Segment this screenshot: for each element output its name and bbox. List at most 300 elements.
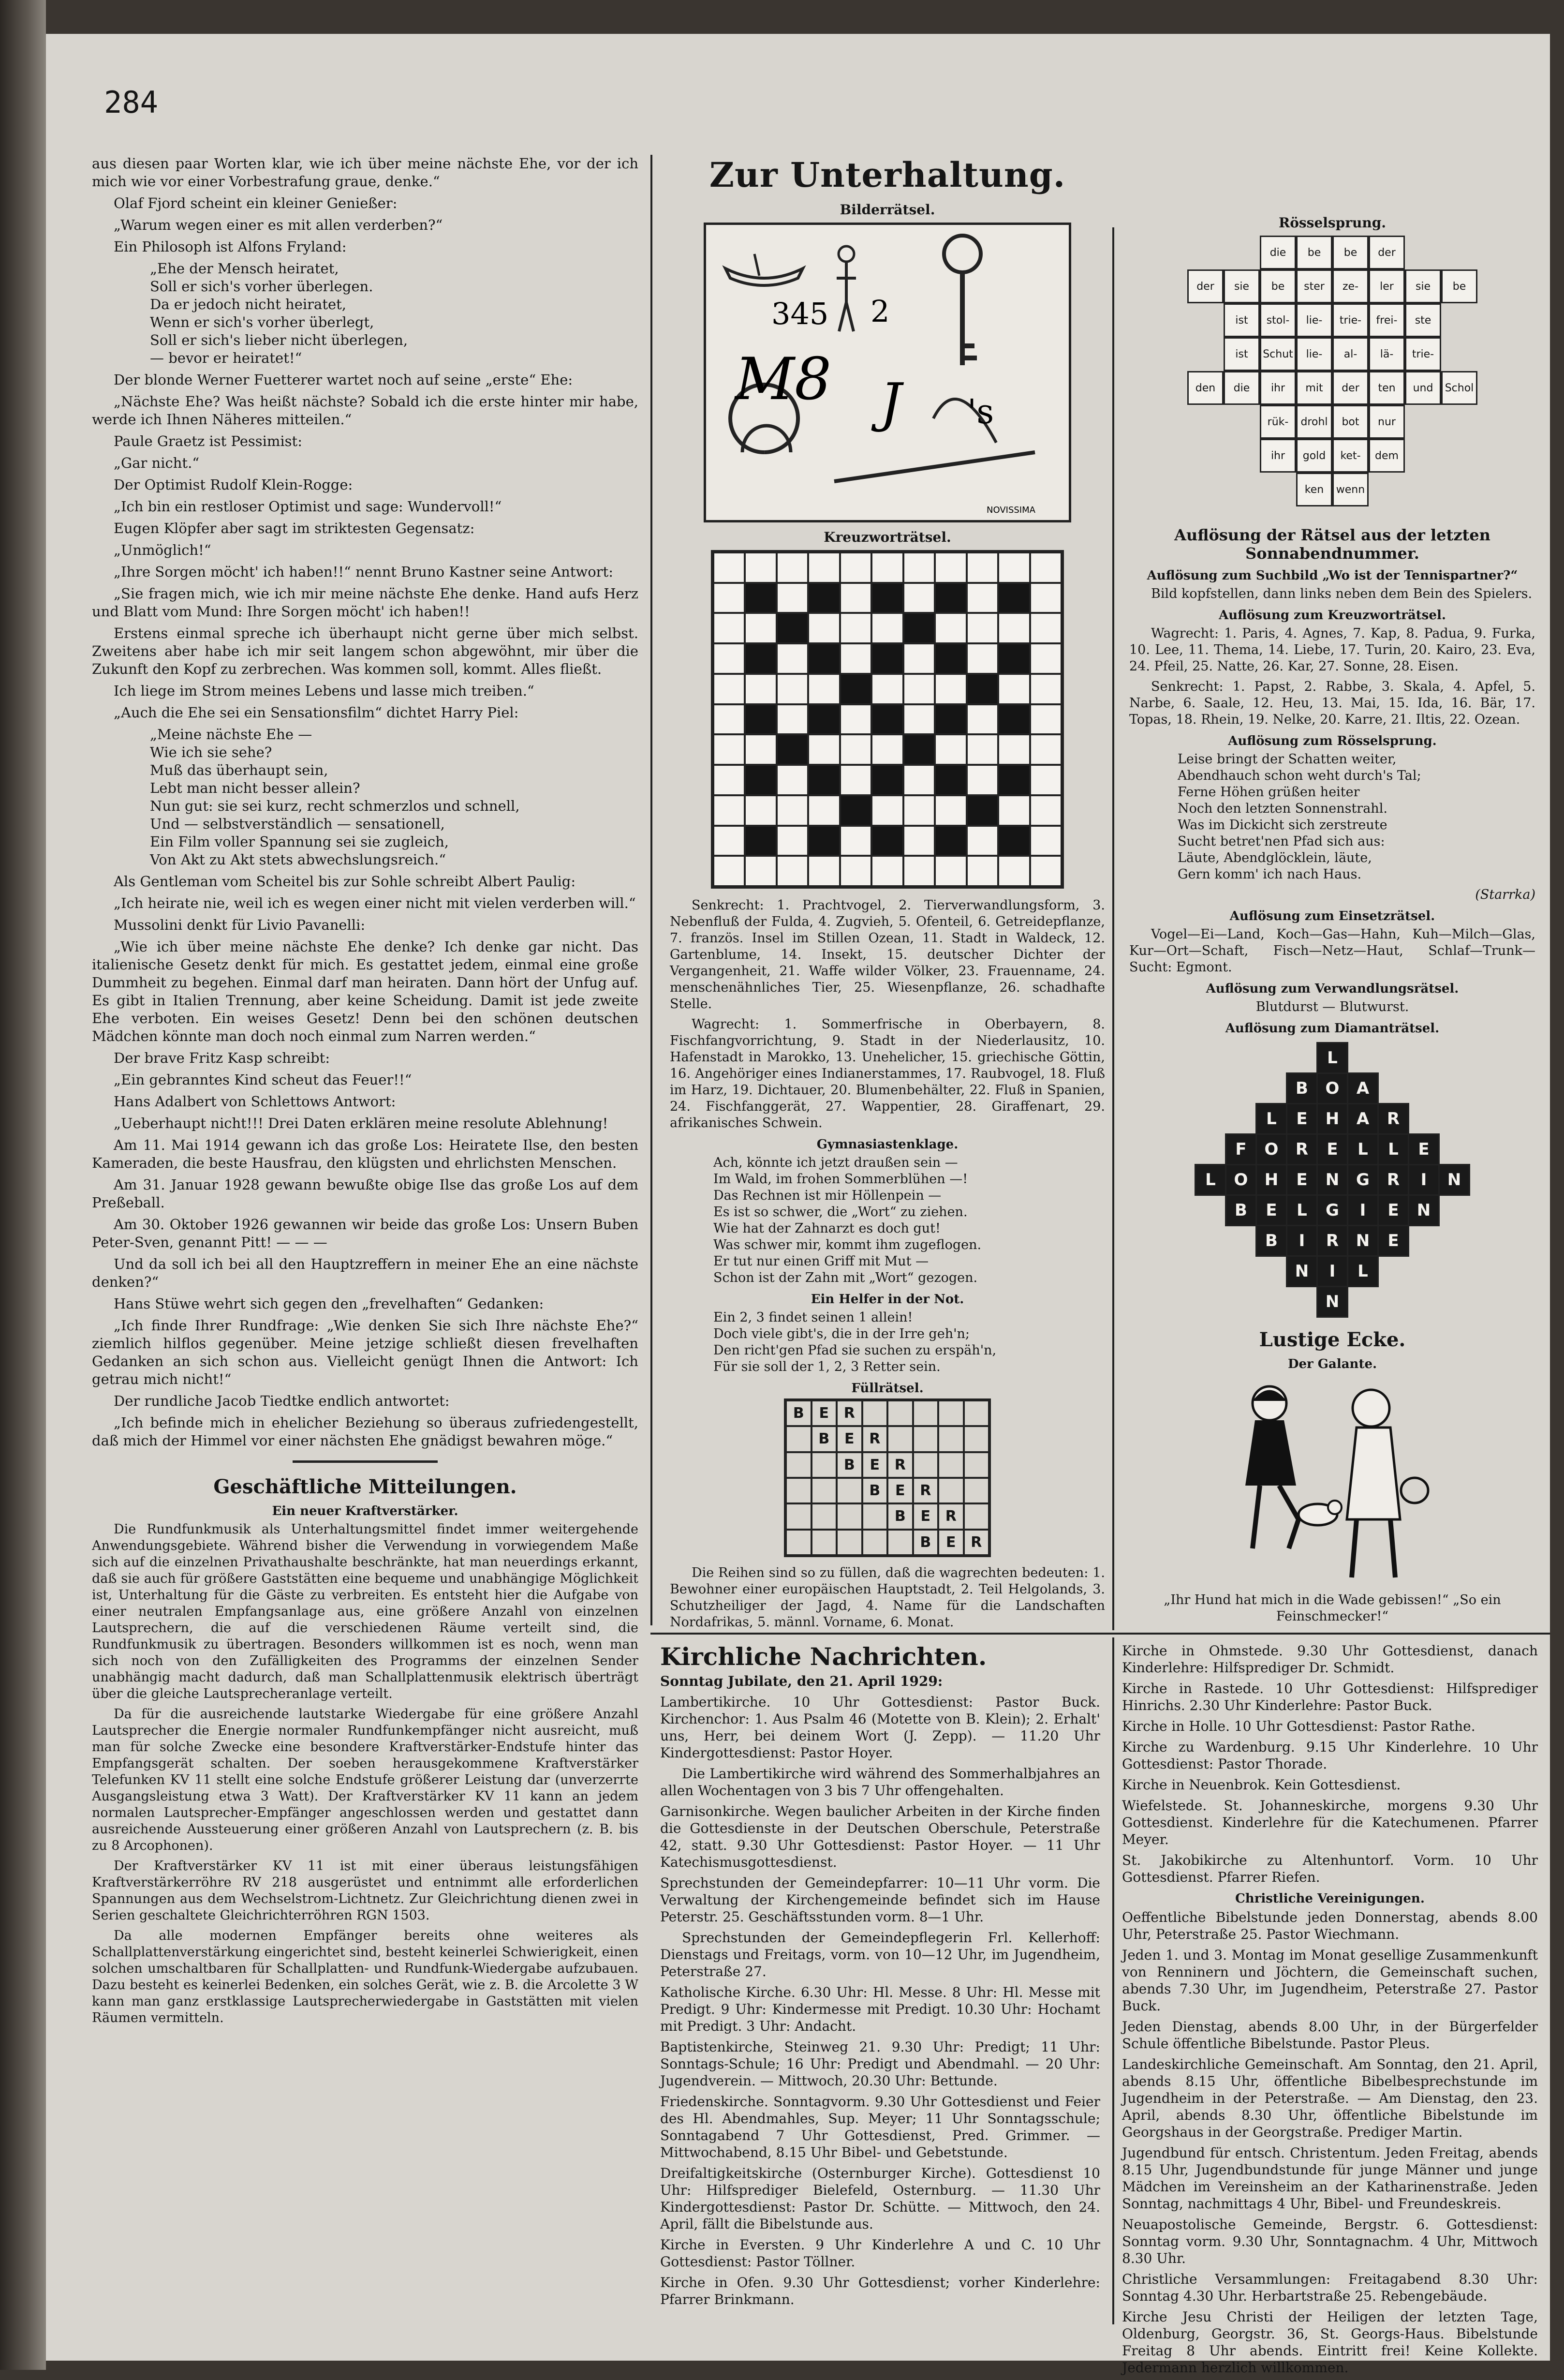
- solution-title: Auflösung zum Rösselsprung.: [1228, 734, 1437, 748]
- business-paragraph: Da für die ausreichende lautstarke Wiedergabe für eine größere Anzahl Lautsprecher die Energie normaler Rundfunkempfänger nicht ausreicht, muß man für solche Zwecke eine besondere Kraftverstärker-Endstufe hinter das Empfangsgerät schalten. Der soeben herausgekommene Kraftverstärker Telefunken KV 11 stellt eine solche Endstufe größerer Leistung dar (unverzerrte Ausgangsleistung etwa 3 Watt). Der Kraftverstärker KV 11 kann an jedem normalen Lautsprecher-Empfänger angeschlossen werden und gestattet dann ausreichende Aussteuerung einer größeren Anzahl von Lautsprechern (z. B. bis zu 8 Arcophonen).: [92, 1707, 638, 1853]
- crossword-cell: [935, 826, 966, 856]
- crossword-cell: [967, 643, 998, 674]
- fill-puzzle-cell: B: [812, 1426, 837, 1452]
- page-number: 284: [104, 85, 158, 120]
- diamond-row: [1317, 1042, 1348, 1073]
- crossword-cell: [713, 795, 745, 826]
- church-entry: Kirche in Holle. 10 Uhr Gottesdienst: Pastor Rathe.: [1122, 1718, 1475, 1734]
- crossword-cell: [871, 643, 903, 674]
- knight-move-cell: trie-: [1332, 303, 1369, 337]
- diamond-cell: O: [1255, 1133, 1287, 1165]
- knight-move-cell: ihr: [1260, 371, 1296, 405]
- knight-move-cell: der: [1332, 371, 1369, 405]
- knight-move-cell: nur: [1369, 405, 1405, 439]
- solutions-heading: Auflösung der Rätsel aus der letzten Sonnabendnummer.: [1174, 526, 1490, 563]
- knight-move-cell: [1187, 337, 1224, 368]
- article-paragraph: Als Gentleman vom Scheitel bis zur Sohle schreibt Albert Paulig:: [114, 873, 576, 890]
- crossword-cell: [713, 552, 745, 583]
- diamond-row: [1317, 1286, 1348, 1317]
- crossword-cell: [935, 856, 966, 886]
- knight-move-cell: [1441, 439, 1477, 470]
- fill-puzzle-cell: [837, 1503, 862, 1529]
- knight-move-cell: ze-: [1332, 269, 1369, 303]
- article-verse: „Meine nächste Ehe — Wie ich sie sehe? Muß das überhaupt sein, Lebt man nicht besser allein? Nun gut: sie sei kurz, recht schmerzlos und schnell, Und — selbstverständlich — sensationell, Ein Film voller Spannung sei sie zugleich, Von Akt zu Akt stets abwechslungsreich.“: [150, 726, 520, 868]
- knight-move-cell: die: [1260, 236, 1296, 269]
- article-paragraph: „Nächste Ehe? Was heißt nächste? Sobald ich die erste hinter mir habe, werde ich Ihnen Näheres mitteilen.“: [92, 393, 638, 428]
- knight-move-cell: [1224, 473, 1260, 504]
- crossword-cell: [1030, 734, 1062, 765]
- crossword-cell: [1030, 704, 1062, 735]
- solution-text: Senkrecht: 1. Papst, 2. Rabbe, 3. Skala, 4. Apfel, 5. Narbe, 6. Saale, 12. Heu, 13. Mai, 15. Ida, 16. Bär, 17. Topas, 18. Rhein, 19. Nelke, 20. Karre, 21. Iltis, 22. Ozean.: [1129, 679, 1535, 727]
- crossword-cell: [808, 643, 840, 674]
- fill-puzzle-cell: [786, 1503, 812, 1529]
- crossword-cell: [808, 552, 840, 583]
- diamond-cell: R: [1316, 1225, 1348, 1257]
- church-entry: Dreifaltigkeitskirche (Osternburger Kirche). Gottesdienst 10 Uhr: Hilfsprediger Bielefeld, Osternburg. — 11.30 Uhr Kindergottesdienst: Pastor Dr. Schütte. — Mittwoch, den 24. April, fällt die Bibelstunde aus.: [660, 2165, 1100, 2232]
- knight-move-cell: stol-: [1260, 303, 1296, 337]
- knight-move-cell: der: [1369, 236, 1405, 269]
- solution-text: Vogel—Ei—Land, Koch—Gas—Hahn, Kuh—Milch—Glas, Kur—Ort—Schaft, Fisch—Netz—Haut, Schlaf—Trunk—Sucht: Egmont.: [1129, 927, 1535, 975]
- crossword-cell: [935, 765, 966, 795]
- article-paragraph: Der rundliche Jacob Tiedtke endlich antwortet:: [114, 1393, 450, 1409]
- fill-puzzle-cell: [837, 1478, 862, 1503]
- section-rule: [293, 1460, 438, 1463]
- article-paragraph: aus diesen paar Worten klar, wie ich über meine nächste Ehe, vor der ich mich wie vor einer Vorbestrafung graue, denke.“: [92, 155, 638, 190]
- article-verse: „Ehe der Mensch heiratet, Soll er sich's vorher überlegen. Da er jedoch nicht heiratet, Wenn er sich's vorher überlegt, Soll er sich's lieber nicht überlegen, — bevor er heiratet!“: [150, 260, 408, 366]
- crossword-cell: [998, 674, 1030, 704]
- fill-puzzle-cell: E: [837, 1426, 862, 1452]
- knight-move-cell: al-: [1332, 337, 1369, 371]
- fill-puzzle-cell: [913, 1452, 939, 1478]
- crossword-cell: [777, 765, 808, 795]
- article-paragraph: „Ich heirate nie, weil ich es wegen einer nicht mit vielen verderben will.“: [114, 895, 636, 911]
- crossword-cell: [777, 674, 808, 704]
- crossword-cell: [840, 552, 871, 583]
- knight-move-cell: bot: [1332, 405, 1369, 439]
- knight-move-cell: drohl: [1296, 405, 1332, 439]
- crossword-cell: [998, 704, 1030, 735]
- crossword-cell: [1030, 674, 1062, 704]
- fill-puzzle-clues: Die Reihen sind so zu füllen, daß die wagrechten bedeuten: 1. Bewohner einer europäischen Hauptstadt, 2. Teil Helgolands, 3. Schutzheiliger der Jagd, 4. Name für die Landschaften Nordafrikas, 5. männl. Vorname, 6. Monat.: [670, 1565, 1105, 1630]
- newspaper-page: [46, 34, 1550, 2376]
- crossword-cell: [808, 826, 840, 856]
- knight-move-cell: frei-: [1369, 303, 1405, 337]
- article-paragraph: „Sie fragen mich, wie ich mir meine nächste Ehe denke. Hand aufs Herz und Blatt vom Mund: Ihre Sorgen möcht' ich haben!!: [92, 585, 638, 620]
- crossword-cell: [1030, 552, 1062, 583]
- fill-puzzle-cell: [786, 1478, 812, 1503]
- knight-move-cell: Schut: [1260, 337, 1296, 371]
- church-heading: Kirchliche Nachrichten.: [660, 1642, 987, 1671]
- crossword-cell: [903, 795, 935, 826]
- fill-puzzle-cell: [812, 1530, 837, 1555]
- crossword-cell: [998, 826, 1030, 856]
- fill-puzzle-cell: B: [837, 1452, 862, 1478]
- article-paragraph: Paule Graetz ist Pessimist:: [114, 433, 302, 449]
- knight-move-cell: gold: [1296, 439, 1332, 473]
- fill-puzzle-cell: [964, 1503, 989, 1529]
- article-paragraph: „Wie ich über meine nächste Ehe denke? Ich denke gar nicht. Das italienische Gesetz denkt für mich. Es gestattet jedem, einmal eine große Dummheit zu begehen. Einmal darf man heiraten. Dann hört der Unfug auf. Es gibt in Italien Trennung, aber keine Scheidung. Damit ist jede zweite Ehe verboten. Ein weises Gesetz! Denn bei den schönen deutschen Mädchen könnte man doch noch einmal zum Narren werden.“: [92, 938, 638, 1044]
- knight-move-cell: lie-: [1296, 303, 1332, 337]
- church-entry: Baptistenkirche, Steinweg 21. 9.30 Uhr: Predigt; 11 Uhr: Sonntags-Schule; 16 Uhr: Predigt und Abendmahl. — 20 Uhr: Jugendverein. — Mittwoch, 20.30 Uhr: Bettunde.: [660, 2039, 1100, 2089]
- fill-puzzle-cell: [913, 1426, 939, 1452]
- diamond-cell: L: [1347, 1255, 1379, 1287]
- crossword-cell: [713, 674, 745, 704]
- solution-text: Blutdurst — Blutwurst.: [1255, 999, 1409, 1014]
- crossword-cell: [967, 856, 998, 886]
- diamond-cell: N: [1316, 1164, 1348, 1196]
- solution-title: Auflösung zum Verwandlungsrätsel.: [1206, 982, 1459, 996]
- knight-move-cell: ihr: [1260, 439, 1296, 473]
- crossword-cell: [745, 613, 776, 643]
- knight-move-cell: ist: [1224, 303, 1260, 337]
- crossword-cell: [745, 674, 776, 704]
- crossword-cell: [903, 734, 935, 765]
- puzzle-column-right: [1129, 155, 1535, 1629]
- knight-move-cell: [1224, 405, 1260, 436]
- crossword-cell: [903, 704, 935, 735]
- crossword-cell: [840, 856, 871, 886]
- diamond-cell: N: [1408, 1194, 1440, 1226]
- diamond-row: [1226, 1134, 1439, 1164]
- article-paragraph: „Ich bin ein restloser Optimist und sage: Wundervoll!“: [114, 498, 502, 515]
- crossword-cell: [935, 583, 966, 613]
- fill-puzzle-grid: [784, 1398, 991, 1557]
- church-entry: Kirche in Rastede. 10 Uhr Gottesdienst: Hilfsprediger Hinrichs. 2.30 Uhr Kinderlehre: Pastor Buck.: [1122, 1681, 1538, 1713]
- crossword-cell: [745, 552, 776, 583]
- crossword-cell: [745, 704, 776, 735]
- crossword-cell: [713, 826, 745, 856]
- crossword-cell: [745, 826, 776, 856]
- knight-move-cell: [1441, 405, 1477, 436]
- fill-puzzle-cell: [862, 1400, 888, 1426]
- church-entry: Neuapostolische Gemeinde, Bergstr. 6. Gottesdienst: Sonntag vorm. 9.30 Uhr, Sonntagnachm. 4 Uhr, Mittwoch 8.30 Uhr.: [1122, 2216, 1538, 2266]
- diamond-cell: R: [1286, 1133, 1318, 1165]
- article-paragraph: Der brave Fritz Kasp schreibt:: [114, 1050, 330, 1066]
- fill-puzzle-cell: R: [938, 1503, 964, 1529]
- fill-puzzle-cell: [786, 1426, 812, 1452]
- cartoon-illustration: [1197, 1374, 1468, 1592]
- church-entry: Die Lambertikirche wird während des Sommerhalbjahres an allen Wochentagen von 3 bis 7 Uhr offengehalten.: [660, 1766, 1100, 1799]
- puzzle-label: 's: [967, 392, 994, 431]
- crossword-cell: [903, 643, 935, 674]
- diamond-row: [1226, 1195, 1439, 1225]
- crossword-cell: [998, 643, 1030, 674]
- crossword-cell: [777, 704, 808, 735]
- article-paragraph: „Ich finde Ihrer Rundfrage: „Wie denken Sie sich Ihre nächste Ehe?“ ziemlich hilflos gegenüber. Meine jetzige schließt diesen frevelhaften Gedanken an sich schon aus. Vielleicht genügt Ihnen die Antwort: Ich getrau mich nicht!“: [92, 1317, 638, 1387]
- knight-move-cell: Schol: [1441, 371, 1477, 405]
- knight-move-cell: [1405, 473, 1441, 504]
- article-paragraph: Hans Adalbert von Schlettows Antwort:: [114, 1093, 396, 1110]
- puzzle-label: J: [880, 372, 902, 433]
- section-rule: [650, 1633, 1550, 1635]
- diamond-cell: N: [1347, 1225, 1379, 1257]
- crossword-cell: [745, 734, 776, 765]
- knight-move-cell: be: [1441, 269, 1477, 303]
- cartoon-caption: „Ihr Hund hat mich in die Wade gebissen!“ „So ein Feinschmecker!“: [1164, 1592, 1501, 1624]
- puzzle-title: Gymnasiastenklage.: [816, 1137, 959, 1152]
- knight-move-cell: [1405, 236, 1441, 267]
- crossword-cell: [777, 552, 808, 583]
- crossword-grid: [711, 550, 1064, 889]
- crossword-cell: [871, 704, 903, 735]
- knight-move-cell: ster: [1296, 269, 1332, 303]
- business-paragraph: Da alle modernen Empfänger bereits ohne weiteres als Schallplattenverstärkung eingerichtet sind, besteht keinerlei Schwierigkeit, einen solchen umschaltbaren für Schallplatten- und Rundfunk-Wiedergabe aufzubauen. Dazu besteht es keinerlei Bedenken, ein solches Gerät, wie z. B. die Arcolette 3 W kann man ganz erstklassige Lautsprecherwiedergabe in Gaststätten mit vielen Räumen vermitteln.: [92, 1928, 638, 2025]
- knight-move-cell: der: [1187, 269, 1224, 303]
- crossword-cell: [840, 734, 871, 765]
- knight-move-cell: [1405, 405, 1441, 436]
- puzzle-label: 345: [771, 296, 829, 331]
- article-paragraph: „Ihre Sorgen möcht' ich haben!!“ nennt Bruno Kastner seine Antwort:: [114, 564, 613, 580]
- article-paragraph: Ich liege im Strom meines Lebens und lasse mich treiben.“: [114, 683, 534, 699]
- fill-puzzle-cell: E: [862, 1452, 888, 1478]
- crossword-cell: [808, 674, 840, 704]
- crossword-cell: [840, 826, 871, 856]
- fill-puzzle-cell: [862, 1503, 888, 1529]
- article-paragraph: „Ueberhaupt nicht!!! Drei Daten erklären meine resolute Ablehnung!: [114, 1115, 608, 1131]
- crossword-cell: [840, 583, 871, 613]
- crossword-cell: [903, 826, 935, 856]
- article-paragraph: Und da soll ich bei all den Hauptzreffern in meiner Ehe an eine nächste denken?“: [92, 1256, 638, 1290]
- church-entry: Friedenskirche. Sonntagvorm. 9.30 Uhr Gottesdienst und Feier des Hl. Abendmahles, Sup. Meyer; 11 Uhr Sonntagsschule; Sonntagabend 7 Uhr Gottesdienst, Pred. Grimmer. — Mittwochabend, 8.15 Uhr Bibel- und Gebetstunde.: [660, 2094, 1100, 2160]
- knight-move-cell: be: [1332, 236, 1369, 269]
- diamond-cell: N: [1438, 1164, 1470, 1196]
- crossword-clues: Senkrecht: 1. Prachtvogel, 2. Tierverwandlungsform, 3. Nebenfluß der Fulda, 4. Zugvieh, 5. Ofenteil, 6. Getreidepflanze, 7. französ. Insel im Stillen Ozean, 11. Stadt in Waldeck, 12. Gartenblume, 14. Insekt, 15. deutscher Dichter der Vergangenheit, 21. Waffe wilder Völker, 23. Frauenname, 24. menschenähnliches Tier, 25. Wiesenpflanze, 26. schadhafte Stelle.: [670, 898, 1105, 1012]
- crossword-cell: [871, 613, 903, 643]
- article-paragraph: Am 30. Oktober 1926 gewannen wir beide das große Los: Unsern Buben Peter-Sven, genannt Pitt! — — —: [92, 1216, 638, 1250]
- knight-move-cell: die: [1224, 371, 1260, 405]
- crossword-cell: [967, 734, 998, 765]
- crossword-cell: [840, 765, 871, 795]
- diamond-row: [1256, 1103, 1409, 1134]
- article-paragraph: Erstens einmal spreche ich überhaupt nicht gerne über mich selbst. Zweitens aber habe ich mir seit langem schon abgewöhnt, mir über die Zukunft den Kopf zu zerbrechen. Was kommen soll, kommt. Alles fließt.: [92, 625, 638, 677]
- humor-heading: Lustige Ecke.: [1259, 1328, 1406, 1351]
- crossword-cell: [1030, 613, 1062, 643]
- diamond-cell: O: [1225, 1164, 1257, 1196]
- church-entry: Landeskirchliche Gemeinschaft. Am Sonntag, den 21. April, abends 8.15 Uhr, öffentliche Bibelbesprechstunde im Jugendheim in der Peterstraße. — Am Dienstag, den 23. April, abends 8.30 Uhr, öffentliche Bibelstunde im Georgshaus in der Georgstraße. Prediger Martin.: [1122, 2056, 1538, 2140]
- diamond-cell: I: [1347, 1194, 1379, 1226]
- church-entry: Jeden 1. und 3. Montag im Monat gesellige Zusammenkunft von Renninern und Jöchtern, die Gemeinschaft suchen, abends 7.30 Uhr, im Jugendheim, Peterstraße 27. Pastor Buck.: [1122, 1947, 1538, 2014]
- crossword-cell: [935, 643, 966, 674]
- diamond-cell: E: [1377, 1194, 1409, 1226]
- puzzle-title: Bilderrätsel.: [840, 202, 935, 218]
- crossword-cell: [808, 704, 840, 735]
- fill-puzzle-cell: [964, 1426, 989, 1452]
- crossword-cell: [998, 856, 1030, 886]
- diamond-row: [1287, 1256, 1378, 1286]
- crossword-cell: [967, 583, 998, 613]
- fill-puzzle-cell: E: [913, 1503, 939, 1529]
- fill-puzzle-cell: [938, 1400, 964, 1426]
- article-paragraph: Der Optimist Rudolf Klein-Rogge:: [114, 476, 353, 493]
- fill-puzzle-cell: E: [887, 1478, 913, 1503]
- crossword-cell: [967, 704, 998, 735]
- church-news-left: [660, 1642, 1100, 2312]
- crossword-cell: [998, 613, 1030, 643]
- fill-puzzle-cell: [837, 1530, 862, 1555]
- puzzle-column: [670, 155, 1105, 1635]
- crossword-cell: [967, 552, 998, 583]
- crossword-cell: [967, 826, 998, 856]
- diamond-cell: L: [1316, 1042, 1348, 1074]
- crossword-cell: [871, 765, 903, 795]
- business-subheading: Ein neuer Kraftverstärker.: [272, 1504, 458, 1518]
- knight-move-cell: [1441, 236, 1477, 267]
- fill-puzzle-cell: [964, 1400, 989, 1426]
- crossword-cell: [903, 583, 935, 613]
- section-title: Zur Unterhaltung.: [709, 155, 1066, 195]
- knight-move-cell: dem: [1369, 439, 1405, 473]
- diamond-row: [1256, 1225, 1409, 1256]
- crossword-cell: [871, 734, 903, 765]
- church-entry: Lambertikirche. 10 Uhr Gottesdienst: Pastor Buck. Kirchenchor: 1. Aus Psalm 46 (Motette von B. Klein); 2. Erhalt' uns, Herr, bei deinem Wort (J. Zepp). — 11.20 Uhr Kindergottesdienst: Pastor Hoyer.: [660, 1694, 1100, 1761]
- crossword-cell: [935, 704, 966, 735]
- diamond-cell: I: [1408, 1164, 1440, 1196]
- crossword-cell: [840, 613, 871, 643]
- crossword-cell: [840, 704, 871, 735]
- church-entry: Kirche in Ohmstede. 9.30 Uhr Gottesdienst, danach Kinderlehre: Hilfsprediger Dr. Schmidt.: [1122, 1643, 1538, 1676]
- knight-move-cell: [1187, 236, 1224, 267]
- knight-move-cell: ist: [1224, 337, 1260, 371]
- column-divider: [1112, 1637, 1114, 2324]
- crossword-cell: [1030, 826, 1062, 856]
- knight-move-cell: lie-: [1296, 337, 1332, 371]
- diamond-cell: I: [1286, 1225, 1318, 1257]
- diamond-cell: E: [1286, 1103, 1318, 1135]
- diamond-cell: L: [1195, 1164, 1226, 1196]
- picture-puzzle-drawing: [706, 225, 1069, 520]
- solution-verse: Leise bringt der Schatten weiter, Abendhauch schon weht durch's Tal; Ferne Höhen grüßen heiter Noch den letzten Sonnenstrahl. Was im Dickicht sich zerstreute Sucht betret'nen Pfad sich aus: Läute, Abendglöcklein, läute, Gern komm' ich nach Haus.: [1178, 752, 1421, 882]
- church-entry: Sprechstunden der Gemeindepflegerin Frl. Kellerhoff: Dienstags und Freitags, vorm. von 10—12 Uhr, im Jugendheim, Peterstraße 27.: [660, 1930, 1100, 1979]
- solution-author: (Starrka): [1475, 887, 1535, 902]
- diamond-cell: E: [1286, 1164, 1318, 1196]
- fill-puzzle-cell: B: [862, 1478, 888, 1503]
- crossword-cell: [935, 795, 966, 826]
- picture-puzzle: [704, 223, 1071, 522]
- fill-puzzle-cell: B: [887, 1503, 913, 1529]
- article-paragraph: Am 31. Januar 1928 gewann bewußte obige Ilse das große Los auf dem Preßeball.: [92, 1176, 638, 1211]
- diamond-cell: H: [1255, 1164, 1287, 1196]
- knight-move-cell: [1441, 303, 1477, 334]
- diamond-cell: N: [1286, 1255, 1318, 1287]
- article-paragraph: „Ein gebranntes Kind scheut das Feuer!!“: [114, 1071, 412, 1088]
- diamond-cell: L: [1255, 1103, 1287, 1135]
- business-heading: Geschäftliche Mitteilungen.: [213, 1475, 517, 1498]
- fill-puzzle-cell: R: [837, 1400, 862, 1426]
- diamond-cell: L: [1286, 1194, 1318, 1226]
- article-paragraph: Eugen Klöpfer aber sagt im striktesten Gegensatz:: [114, 520, 475, 536]
- diamond-cell: E: [1255, 1194, 1287, 1226]
- knight-move-cell: [1441, 473, 1477, 504]
- knight-move-cell: ler: [1369, 269, 1405, 303]
- fill-puzzle-cell: [812, 1478, 837, 1503]
- church-news-right: [1122, 1642, 1538, 2380]
- article-paragraph: Der blonde Werner Fuetterer wartet noch auf seine „erste“ Ehe:: [114, 372, 573, 388]
- church-entry: Wiefelstede. St. Johanneskirche, morgens 9.30 Uhr Gottesdienst. Kinderlehre für die Katechumenen. Pfarrer Meyer.: [1122, 1798, 1538, 1847]
- crossword-cell: [967, 674, 998, 704]
- solution-title: Auflösung zum Diamanträtsel.: [1225, 1021, 1440, 1036]
- article-paragraph: „Ich befinde mich in ehelicher Beziehung so überaus zufriedengestellt, daß mich der Himmel vor einer nächsten Ehe gnädigst bewahren möge.“: [92, 1414, 638, 1449]
- crossword-cell: [713, 856, 745, 886]
- church-entry: St. Jakobikirche zu Altenhuntorf. Vorm. 10 Uhr Gottesdienst. Pfarrer Riefen.: [1122, 1852, 1538, 1885]
- business-paragraph: Der Kraftverstärker KV 11 ist mit einer überaus leistungsfähigen Kraftverstärkerröhre RV 218 ausgerüstet und entnimmt alle erforderlichen Spannungen aus dem Wechselstrom-Lichtnetz. Zur Gleichrichtung dienen zwei in Serien geschaltete Gleichrichterröhren RGN 1503.: [92, 1859, 638, 1923]
- crossword-cell: [871, 826, 903, 856]
- crossword-cell: [745, 856, 776, 886]
- crossword-cell: [808, 583, 840, 613]
- fill-puzzle-cell: [938, 1478, 964, 1503]
- fill-puzzle-cell: R: [964, 1530, 989, 1555]
- knight-move-cell: mit: [1296, 371, 1332, 405]
- puzzle-title: Ein Helfer in der Not.: [811, 1292, 964, 1307]
- puzzle-label: 2: [871, 294, 890, 329]
- solution-text: Bild kopfstellen, dann links neben dem Bein des Spielers.: [1151, 586, 1533, 601]
- column-divider: [1112, 227, 1114, 1630]
- diamond-cell: H: [1316, 1103, 1348, 1135]
- knight-move-cell: sie: [1405, 269, 1441, 303]
- solution-title: Auflösung zum Suchbild „Wo ist der Tennispartner?“: [1147, 568, 1518, 583]
- puzzle-title: Füllrätsel.: [851, 1381, 924, 1396]
- crossword-cell: [713, 734, 745, 765]
- crossword-cell: [777, 643, 808, 674]
- puzzle-verse: Ein 2, 3 findet seinen 1 allein! Doch viele gibt's, die in der Irre geh'n; Den richt'gen Pfad sie suchen zu erspäh'n, Für sie soll der 1, 2, 3 Retter sein.: [713, 1310, 997, 1374]
- church-entry: Garnisonkirche. Wegen baulicher Arbeiten in der Kirche finden die Gottesdienste in der Deutschen Oberschule, Peterstraße 42, statt. 9.30 Uhr Gottesdienst: Pastor Hoyer. — 11 Uhr Katechismusgottesdienst.: [660, 1803, 1100, 1870]
- crossword-cell: [998, 734, 1030, 765]
- crossword-clues: Wagrecht: 1. Sommerfrische in Oberbayern, 8. Fischfangvorrichtung, 9. Stadt in der Niederlausitz, 10. Hafenstadt in Marokko, 13. Unehelicher, 15. griechische Göttin, 16. Angehöriger eines Indianerstammes, 17. Raubvogel, 18. Fluß im Harz, 19. Dichtauer, 20. Blumenbehälter, 22. Fluß in Spanien, 24. Fischfanggerät, 27. Wappentier, 28. Giraffenart, 29. afrikanisches Schwein.: [670, 1017, 1105, 1130]
- article-paragraph: Ein Philosoph ist Alfons Fryland:: [114, 238, 347, 255]
- crossword-cell: [967, 765, 998, 795]
- diamond-cell: E: [1316, 1133, 1348, 1165]
- crossword-cell: [808, 613, 840, 643]
- fill-puzzle-cell: [786, 1452, 812, 1478]
- crossword-cell: [935, 552, 966, 583]
- knight-move-cell: [1369, 473, 1405, 504]
- diamond-cell: G: [1316, 1194, 1348, 1226]
- knight-move-cell: [1224, 236, 1260, 267]
- column-divider: [650, 155, 652, 1625]
- diamond-row: [1195, 1164, 1470, 1195]
- crossword-cell: [935, 734, 966, 765]
- diamond-cell: L: [1347, 1133, 1379, 1165]
- crossword-cell: [903, 613, 935, 643]
- knight-move-cell: den: [1187, 371, 1224, 405]
- knight-move-puzzle: [1187, 236, 1477, 506]
- article-paragraph: „Gar nicht.“: [114, 455, 200, 471]
- solution-title: Auflösung zum Kreuzworträtsel.: [1219, 608, 1446, 623]
- fill-puzzle-cell: [786, 1530, 812, 1555]
- crossword-cell: [808, 856, 840, 886]
- fill-puzzle-cell: [862, 1530, 888, 1555]
- church-entry: Kirche in Neuenbrok. Kein Gottesdienst.: [1122, 1777, 1401, 1793]
- crossword-cell: [808, 795, 840, 826]
- crossword-cell: [903, 856, 935, 886]
- fill-puzzle-cell: [938, 1452, 964, 1478]
- fill-puzzle-cell: [964, 1478, 989, 1503]
- article-paragraph: Olaf Fjord scheint ein kleiner Genießer:: [114, 195, 398, 211]
- fill-puzzle-cell: [938, 1426, 964, 1452]
- crossword-cell: [871, 552, 903, 583]
- crossword-cell: [777, 583, 808, 613]
- knight-move-cell: [1405, 439, 1441, 470]
- fill-puzzle-cell: [964, 1452, 989, 1478]
- crossword-cell: [745, 765, 776, 795]
- crossword-cell: [745, 583, 776, 613]
- diamond-cell: R: [1377, 1103, 1409, 1135]
- article-paragraph: Am 11. Mai 1914 gewann ich das große Los: Heiratete Ilse, den besten Kameraden, die beste Hausfrau, den klügsten und ehrlichsten Menschen.: [92, 1137, 638, 1171]
- diamond-cell: N: [1316, 1286, 1348, 1318]
- diamond-cell: A: [1347, 1072, 1379, 1104]
- fill-puzzle-cell: [887, 1400, 913, 1426]
- crossword-cell: [871, 674, 903, 704]
- crossword-cell: [777, 613, 808, 643]
